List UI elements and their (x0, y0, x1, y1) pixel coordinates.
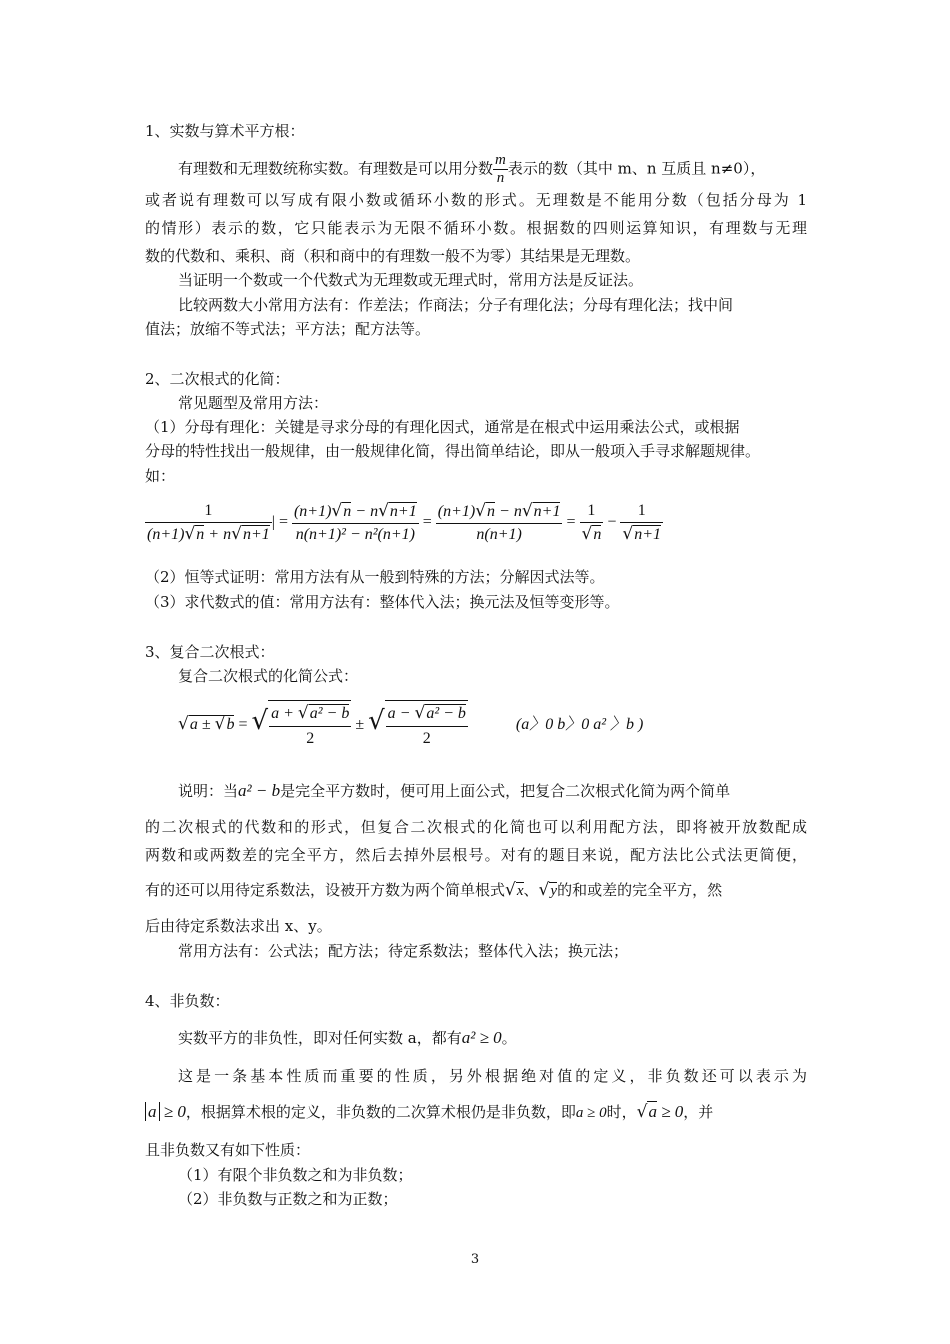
s1-p1-text-a: 有理数和无理数统称实数。有理数是可以用分数 (178, 159, 494, 178)
s4-paragraph-2-line-3: 且非负数又有如下性质： (145, 1141, 311, 1159)
s1-paragraph-1-line-3: 的情形）表示的数，它只能表示为无限不循环小数。根据数的四则运算知识，有理数与无理 (145, 219, 807, 237)
formula-term-2: $\frac{\text{a − √a² − b}}{2}$ (385, 700, 468, 751)
fraction-numerator: m (495, 152, 506, 168)
equals-sign: = (566, 513, 576, 531)
s2-item-1-line-3: 如： (145, 467, 176, 485)
s3-intro: 复合二次根式的化简公式： (178, 667, 359, 685)
s2-item-2: （2）恒等式证明：常用方法有从一般到特殊的方法；分解因式法等。 (145, 568, 605, 586)
expr-a2-ge-0: a² ≥ 0 (461, 1028, 502, 1047)
s1-paragraph-1-line-2: 或者说有理数可以写成有限小数或循环小数的形式。无理数是不能用分数（包括分母为 1 (145, 191, 807, 209)
section-1-title: 1、实数与算术平方根： (145, 122, 305, 140)
s1-paragraph-3-line-2: 值法；放缩不等式法；平方法；配方法等。 (145, 320, 431, 338)
s1-paragraph-1-line-4: 数的代数和、乘积、商（积和商中的有理数一般不为零）其结果是无理数。 (145, 247, 641, 265)
minus-sign: − (607, 513, 617, 531)
formula-fraction-2 (292, 500, 419, 546)
page-number: 3 (470, 1252, 480, 1267)
equals-sign: = (278, 513, 288, 531)
equals-sign: = (238, 716, 248, 734)
f3-denominator: n(n+1) (476, 526, 522, 543)
s4-property-2: （2）非负数与正数之和为正数； (178, 1190, 398, 1208)
f1-numerator: 1 (145, 500, 272, 523)
formula-fraction-3 (436, 500, 563, 546)
abs-a: a (145, 1102, 160, 1121)
s3-desc-line-5: 后由待定系数法求出 x、y。 (145, 917, 332, 935)
s1-paragraph-1-line-1 (178, 152, 765, 187)
s3-methods: 常用方法有：公式法；配方法；待定系数法；整体代入法；换元法； (178, 942, 629, 960)
s1-paragraph-3-line-1: 比较两数大小常用方法有：作差法；作商法；分子有理化法；分母有理化法；找中间 (178, 296, 734, 314)
s3-desc-line-4: 有的还可以用待定系数法，设被开方数为两个简单根式√x、√y的和或差的完全平方，然 (145, 880, 723, 900)
rationalization-formula: $\frac{1}{(n+1)√n + n√n+1}$ | = $\frac{(n+1)√n - n√n+1}{\text{n(n+1)² − n²(n+1)}}$ = $\frac{(n+1)√n - n√n+1}{n(n+1)}$ = $\frac{1}{√n}$ − $\frac{1}{√n+1}$ (147, 501, 662, 544)
compound-radical-formula: √a ± √b = √ $\frac{\text{a + √a² − b}}{2}$ ± √ $\frac{\text{a − √a² − b}}{2}$ (a〉0 b〉0 a² 〉b ) (178, 700, 643, 751)
formula-fraction-4: $\frac{1}{√n}$ (581, 502, 602, 544)
formula-condition: (a〉0 b〉0 a² 〉b ) (515, 716, 644, 734)
s2-item-1-line-1: （1）分母有理化：关键是寻求分母的有理化因式，通常是在根式中运用乘法公式，或根据 (145, 418, 740, 436)
s2-item-1-line-2: 分母的特性找出一般规律，由一般规律化简，得出简单结论，即从一般项入手寻求解题规律。 (145, 442, 761, 460)
section-2-title: 2、二次根式的化简： (145, 370, 290, 388)
formula-lhs: √a ± √b (178, 714, 235, 735)
s4-paragraph-1: 实数平方的非负性，即对任何实数 a，都有a² ≥ 0。 (178, 1028, 517, 1047)
s1-p1-text-b: 表示的数（其中 m、n 互质且 n≠0）， (507, 159, 766, 178)
s4-property-1: （1）有限个非负数之和为非负数； (178, 1166, 413, 1184)
s2-item-3: （3）求代数式的值：常用方法有：整体代入法；换元法及恒等变形等。 (145, 593, 620, 611)
expr-a2-minus-b: a² − b (238, 781, 281, 800)
formula-fraction-5: $\frac{1}{√n+1}$ (622, 502, 662, 544)
f2-numerator: (n+1)√n − n√n+1 (292, 500, 419, 524)
fraction-denominator: n (496, 170, 505, 186)
s2-intro: 常见题型及常用方法： (178, 394, 329, 412)
s4-paragraph-2-line-1: 这是一条基本性质而重要的性质，另外根据绝对值的定义，非负数还可以表示为 (178, 1067, 807, 1085)
plus-minus-sign: ± (355, 716, 365, 734)
formula-fraction-1 (145, 500, 272, 546)
f3-numerator: (n+1)√n − n√n+1 (436, 500, 563, 524)
equals-sign: = (422, 513, 432, 531)
formula-term-1: $\frac{\text{a + √a² − b}}{2}$ (268, 700, 351, 751)
section-3-title: 3、复合二次根式： (145, 643, 275, 661)
s3-desc-line-2: 的二次根式的代数和的形式，但复合二次根式的化简也可以利用配方法，即将被开放数配成 (145, 818, 807, 836)
s3-desc-line-3: 两数和或两数差的完全平方，然后去掉外层根号。对有的题目来说，配方法比公式法更简便， (145, 846, 807, 864)
f1-denominator: (n+1)√n + n√n+1 (147, 524, 270, 544)
section-4-title: 4、非负数： (145, 992, 230, 1010)
s1-paragraph-2: 当证明一个数或一个代数式为无理数或无理式时，常用方法是反证法。 (178, 271, 644, 289)
fraction-m-over-n (493, 152, 508, 187)
s4-paragraph-2-line-2: a ≥ 0，根据算术根的定义，非负数的二次算术根仍是非负数，即a ≥ 0时，√a ≥ 0，并 (145, 1102, 713, 1123)
s3-desc-line-1: 说明：当a² − b是完全平方数时，便可用上面公式，把复合二次根式化简为两个简单 (178, 781, 731, 800)
f2-denominator: n(n+1)² − n²(n+1) (295, 526, 415, 543)
